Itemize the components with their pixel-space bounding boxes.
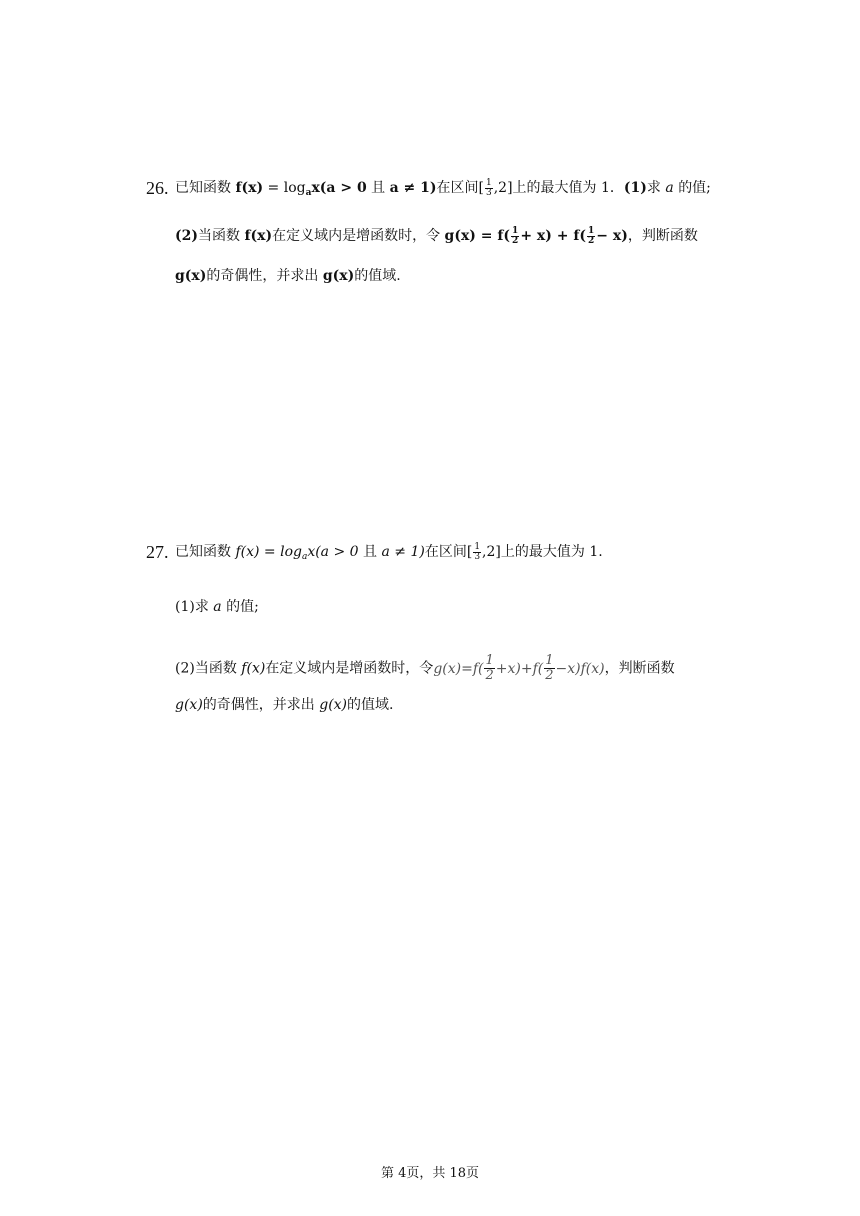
question-26-line-3: g(x)的奇偶性，并求出 g(x)的值域. <box>175 268 401 284</box>
fraction-one-third: $\frac{1}{3}$ <box>486 177 492 198</box>
fraction-one-half: $\frac{1}{2}$ <box>512 225 519 246</box>
question-27-line-4: g(x)的奇偶性，并求出 g(x)的值域. <box>175 697 394 713</box>
fraction-one-half-2: $\frac{1}{2}$ <box>588 225 595 246</box>
question-27-part-2: (2)当函数 f(x)在定义域内是增函数时，令g(x)=f( $\frac{1}{2}$ +x)+f( $\frac{1}{2}$ −x)f(x)，判断函数 <box>175 653 675 683</box>
question-26-number: 26. <box>146 178 169 198</box>
page-footer: 第 4页，共 18页 <box>380 1166 480 1181</box>
fraction-one-third-27: $\frac{1}{3}$ <box>474 541 481 562</box>
question-26-line-2: (2)当函数 f(x)在定义域内是增函数时，令 g(x) = f( $\frac{1}{2}$ + x) + f( $\frac{1}{2}$ − x)，判断函数 <box>175 225 698 246</box>
question-27-number: 27. <box>146 542 169 562</box>
question-27-part-1: (1)求 a 的值; <box>175 599 259 615</box>
question-26-line-1: 已知函数 $f(x) = \log_ax(a > 0$ 且 a ≠ 1)在区间[ $\frac{1}{3}$ ,2]上的最大值为 1．(1)求 a 的值; <box>175 177 711 198</box>
formula-image: g(x)=f( $\frac{1}{2}$ +x)+f( $\frac{1}{2}$ −x)f(x) <box>433 653 605 683</box>
question-27-line-1: 已知函数 $f(x) = \log_ax(a > 0$ 且 a ≠ 1)在区间[ $\frac{1}{3}$ ,2]上的最大值为 1. <box>175 541 603 562</box>
